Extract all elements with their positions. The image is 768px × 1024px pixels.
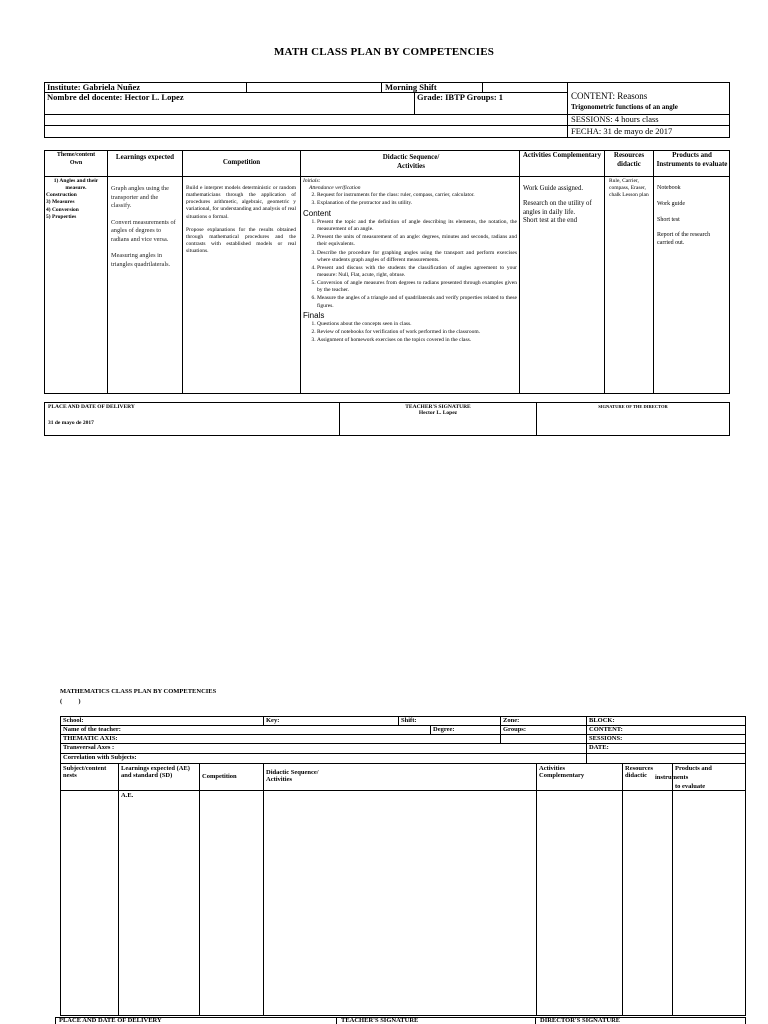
form2-place-cell bbox=[55, 1017, 337, 1024]
form2-header-subject: Subject/content nests bbox=[63, 765, 107, 780]
col-line bbox=[622, 763, 623, 1016]
teacher-name-label: Name of the teacher: bbox=[63, 726, 121, 733]
finals-heading: Finals bbox=[303, 310, 325, 320]
teacher-signature-cell bbox=[339, 402, 537, 436]
initials-list bbox=[303, 192, 517, 207]
form2-teacher-sig-label: TEACHER'S SIGNATURE bbox=[341, 1017, 419, 1024]
header-activities: Activities Complementary bbox=[522, 151, 602, 159]
page-title: MATH CLASS PLAN BY COMPETENCIES bbox=[273, 46, 495, 58]
shift-label: Morning Shift bbox=[385, 82, 437, 92]
theme-item: 4) Conversion bbox=[46, 206, 79, 213]
delivery-place-label: PLACE AND DATE OF DELIVERY bbox=[48, 404, 135, 410]
groups-label: Groups: bbox=[503, 726, 526, 733]
form2-teacher-sig-cell bbox=[336, 1017, 536, 1024]
form2-title: MATHEMATICS CLASS PLAN BY COMPETENCIES bbox=[60, 688, 217, 695]
header-competition: Competition bbox=[222, 158, 261, 166]
shift-label: Shift: bbox=[401, 717, 417, 724]
form2-place-label: PLACE AND DATE OF DELIVERY bbox=[59, 1017, 162, 1024]
learnings-column bbox=[111, 185, 177, 269]
header-divider bbox=[44, 176, 730, 177]
content-list bbox=[303, 219, 517, 310]
content-item: 2. Present the units of measurement of an angle: degrees, minutes and seconds, radians and their equivalents. bbox=[317, 234, 517, 248]
activity-item: Short test at the end bbox=[523, 217, 577, 225]
row-line bbox=[60, 734, 746, 735]
competition-item: Propose explanations for the results obtained through mathematical procedures and the contrasts with established models or real situations. bbox=[186, 226, 296, 255]
initial-item: 3. Explanation of the protractor and its utility. bbox=[317, 200, 517, 207]
attendance-label: Attendance verification bbox=[309, 185, 361, 192]
col-divider bbox=[519, 150, 520, 394]
row-line bbox=[60, 790, 746, 791]
col-divider bbox=[300, 150, 301, 394]
product-item: Work guide bbox=[657, 200, 686, 207]
header-didactic: Didactic Sequence/ Activities bbox=[382, 153, 440, 171]
theme-column bbox=[46, 178, 106, 221]
delivery-date: 31 de mayo de 2017 bbox=[48, 420, 94, 426]
teacher-signature-name: Hector L. Lopez bbox=[418, 410, 458, 416]
fecha-cell bbox=[567, 125, 730, 138]
theme-item: 1) Angles and their measure. bbox=[53, 178, 99, 192]
form2-header-instruments: instruments bbox=[655, 774, 689, 781]
initial-item: 2. Request for instruments for the class: ruler, compass, carrier, calculator. bbox=[317, 192, 517, 199]
resources-text: Rule, Carrier, compass, Eraser, chalk Lesson plan bbox=[609, 178, 649, 199]
teacher-label: Nombre del docente: Hector L. Lopez bbox=[47, 92, 184, 102]
finals-item: 1. Questions about the concepts seen in class. bbox=[317, 321, 517, 328]
form2-header-ae: A.E. bbox=[121, 792, 134, 799]
col-line bbox=[263, 716, 264, 726]
header-resources: Resources didactic bbox=[613, 151, 645, 169]
header-theme: Theme/content Own bbox=[56, 152, 96, 167]
director-signature-label: SIGNATURE OF THE DIRECTOR bbox=[598, 404, 668, 409]
header-products: Products and Instruments to evaluate bbox=[656, 151, 728, 169]
form2-header-products: Products and bbox=[675, 765, 712, 772]
grade-cell bbox=[414, 92, 568, 115]
learning-item: Graph angles using the transporter and the classify. bbox=[111, 185, 169, 209]
form2-header-activities: Activities Complementary bbox=[539, 765, 585, 780]
director-signature-cell bbox=[536, 402, 730, 436]
form2-frame bbox=[60, 716, 746, 1016]
activity-item: Work Guide assigned. bbox=[523, 185, 584, 192]
product-item: Short test bbox=[657, 216, 680, 223]
delivery-place-cell bbox=[44, 402, 340, 436]
finals-item: 2. Review of notebooks for verification of work performed in the classroom. bbox=[317, 329, 517, 336]
initials-label: Initials: bbox=[303, 178, 321, 184]
form2-header-learnings: Learnings expected (AE) and standard (SD) bbox=[121, 765, 190, 780]
finals-list bbox=[303, 321, 517, 344]
content-item: 3. Describe the procedure for graphing angles using the transport and perform exercises where students graph angles of different measurements. bbox=[317, 250, 517, 264]
fecha-label: FECHA: 31 de mayo de 2017 bbox=[571, 126, 673, 136]
correlation-label: Correlation with Subjects: bbox=[63, 754, 137, 761]
thematic-label: THEMATIC AXIS: bbox=[63, 735, 118, 742]
blank-row bbox=[44, 125, 568, 138]
row-line bbox=[60, 725, 746, 726]
theme-item: 5) Properties bbox=[46, 213, 77, 220]
form2-header-didactic: Didactic Sequence/ Activities bbox=[266, 769, 319, 784]
form2-paren: ( ) bbox=[60, 698, 81, 705]
row-line bbox=[60, 753, 746, 754]
transversal-label: Transversal Axes : bbox=[63, 744, 115, 751]
competition-column bbox=[186, 185, 296, 255]
col-line bbox=[263, 763, 264, 1016]
col-line bbox=[430, 725, 431, 734]
theme-item: 3) Measures bbox=[46, 199, 75, 206]
product-item: Report of the research carried out. bbox=[657, 232, 711, 247]
content-item: 6. Measure the angles of a triangle and of quadrilaterals and verify properties related to these figures. bbox=[317, 295, 517, 309]
product-item: Notebook bbox=[657, 185, 681, 191]
form2-header-competition: Competition bbox=[202, 773, 237, 780]
col-divider bbox=[653, 150, 654, 394]
sessions-label: SESSIONS: bbox=[589, 735, 623, 742]
col-line bbox=[118, 763, 119, 1016]
col-divider bbox=[604, 150, 605, 394]
finals-item: 3. Assignment of homework exercises on the topics covered in the class. bbox=[317, 337, 517, 344]
col-line bbox=[500, 716, 501, 744]
col-line bbox=[536, 763, 537, 1016]
teacher-cell bbox=[44, 92, 415, 115]
sessions-label: SESSIONS: 4 hours class bbox=[571, 114, 659, 124]
learning-item: Measuring angles in triangles quadrilaterals. bbox=[111, 252, 171, 268]
content-sub: Trigonometric functions of an angle bbox=[571, 103, 678, 111]
header-learnings: Learnings expected bbox=[115, 153, 175, 161]
col-line bbox=[199, 763, 200, 1016]
col-line bbox=[398, 716, 399, 726]
content-item: 1. Present the topic and the definition of angle describing its elements, the notation, the measurement of an angle. bbox=[317, 219, 517, 233]
col-line bbox=[672, 763, 673, 1016]
key-label: Key: bbox=[266, 717, 280, 724]
activities-column bbox=[523, 185, 603, 226]
resources-column bbox=[609, 178, 651, 199]
content-item: 5. Conversion of angle measures from degrees to radians presented through examples given by the teacher. bbox=[317, 280, 517, 294]
content-item: 4. Present and discuss with the students the classification of angles agreement to your measure: Null, Flat, acute, right, obtuse. bbox=[317, 265, 517, 279]
form2-director-sig-label: DIRECTOR'S SIGNATURE bbox=[540, 1017, 621, 1024]
content-label: CONTENT: bbox=[589, 726, 623, 733]
didactic-column bbox=[303, 178, 517, 345]
institute-label: Institute: Gabriela Nuñez bbox=[47, 82, 141, 92]
teacher-signature-label: TEACHER'S SIGNATURE bbox=[405, 404, 471, 410]
content-label: CONTENT: Reasons bbox=[571, 91, 648, 101]
col-divider bbox=[107, 150, 108, 394]
learning-item: Convert measurements of angles of degrees to radians and vice versa. bbox=[111, 218, 176, 243]
products-column bbox=[657, 185, 727, 248]
form2-header-evaluate: to evaluate bbox=[675, 783, 706, 790]
date-label: DATE: bbox=[589, 744, 609, 751]
content-cell bbox=[567, 82, 730, 115]
block-label: BLOCK: bbox=[589, 717, 615, 724]
form2-director-sig-cell bbox=[535, 1017, 746, 1024]
row-line bbox=[60, 763, 746, 764]
competition-item: Build e interpret models deterministic or random mathematicians through the application of procedures arithmetic, algebraic, geometric y variational, for understanding and analysis of real situations o formal. bbox=[186, 185, 296, 220]
grade-label: Grade: IBTP Groups: 1 bbox=[417, 92, 504, 102]
col-divider bbox=[182, 150, 183, 394]
form2-header-resources: Resources didactic bbox=[625, 765, 654, 780]
row-line bbox=[60, 743, 746, 744]
col-line bbox=[586, 716, 587, 763]
activity-item: Research on the utility of angles in daily life. bbox=[523, 199, 592, 216]
content-heading: Content bbox=[303, 208, 332, 218]
degree-label: Degree: bbox=[433, 726, 455, 733]
theme-item: Construction bbox=[46, 192, 77, 199]
school-label: School: bbox=[63, 717, 84, 724]
zone-label: Zone: bbox=[503, 717, 520, 724]
